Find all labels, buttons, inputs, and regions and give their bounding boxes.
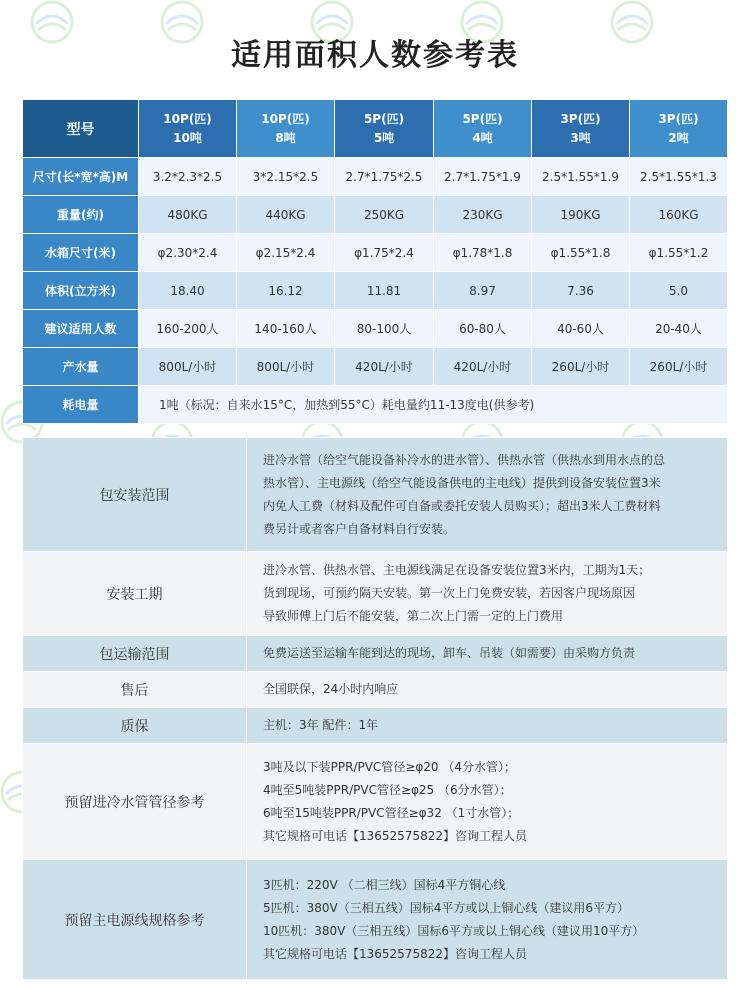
spec-cell: 440KG <box>237 196 335 234</box>
spec-cell: 480KG <box>139 196 237 234</box>
spec-cell: 7.36 <box>532 272 630 310</box>
page-title: 适用面积人数参考表 <box>231 38 519 73</box>
power-value: 1吨（标况：自来水15°C，加热到55°C）耗电量约11-13度电(供参考) <box>139 386 728 424</box>
info-line: 热水管）、主电源线（给空气能设备供电的主电线）提供到设备安装位置3米 <box>263 475 661 490</box>
spec-cell: φ1.78*1.8 <box>434 234 532 272</box>
info-row <box>23 860 728 980</box>
model-col-2: 10P(匹) 8吨 <box>237 100 335 158</box>
spec-cell: 250KG <box>335 196 434 234</box>
spec-header-row <box>23 100 728 158</box>
spec-row-label: 重量(约) <box>23 196 139 234</box>
info-content <box>247 438 728 552</box>
info-label: 预留主电源线规格参考 <box>23 860 247 980</box>
spec-row <box>23 196 728 234</box>
info-line: 进冷水管（给空气能设备补冷水的进水管）、供热水管（供热水到用水点的总 <box>263 452 666 467</box>
info-line: 免费运送至运输车能到达的现场，卸车、吊装（如需要）由采购方负责 <box>263 646 636 660</box>
spec-cell: 260L/小时 <box>532 348 630 386</box>
spec-row <box>23 272 728 310</box>
spec-cell: 2.7*1.75*2.5 <box>335 158 434 196</box>
info-line: 货到现场，可预约隔天安装。第一次上门免费安装，若因客户现场原因 <box>263 586 636 600</box>
spec-cell: 2.5*1.55*1.9 <box>532 158 630 196</box>
info-label: 质保 <box>23 708 247 744</box>
spec-cell: 140-160人 <box>237 310 335 348</box>
spec-cell: 18.40 <box>139 272 237 310</box>
spec-cell: 800L/小时 <box>237 348 335 386</box>
spec-cell: φ2.30*2.4 <box>139 234 237 272</box>
spec-row <box>23 234 728 272</box>
model-col-3: 5P(匹) 5吨 <box>335 100 434 158</box>
info-line: 5匹机：380V（三相五线）国标4平方或以上铜心线（建议用6平方） <box>263 900 630 915</box>
info-row <box>23 672 728 708</box>
spec-table <box>22 99 728 424</box>
model-header: 型号 <box>23 100 139 158</box>
model-col-6: 3P(匹) 2吨 <box>630 100 728 158</box>
info-line: 4吨至5吨装PPR/PVC管径≥φ25 （6分水管）； <box>263 782 512 797</box>
spec-cell: 16.12 <box>237 272 335 310</box>
info-line: 3吨及以下装PPR/PVC管径≥φ20 （4分水管）； <box>263 759 517 774</box>
spec-cell: 420L/小时 <box>434 348 532 386</box>
spec-row-label: 尺寸(长*宽*高)M <box>23 158 139 196</box>
info-row <box>23 636 728 672</box>
spec-cell: φ1.55*1.2 <box>630 234 728 272</box>
info-row <box>23 744 728 860</box>
spec-cell: 190KG <box>532 196 630 234</box>
spec-cell: 60-80人 <box>434 310 532 348</box>
spec-cell: 2.7*1.75*1.9 <box>434 158 532 196</box>
info-line: 其它规格可电话【13652575822】咨询工程人员 <box>263 946 527 961</box>
info-line: 费另计或者客户自备材料自行安装。 <box>263 521 456 536</box>
spec-cell: 8.97 <box>434 272 532 310</box>
spec-row <box>23 348 728 386</box>
info-line: 全国联保，24小时内响应 <box>263 682 399 696</box>
info-line: 进冷水管、供热水管、主电源线满足在设备安装位置3米内，工期为1天； <box>263 563 651 577</box>
spec-cell: 20-40人 <box>630 310 728 348</box>
spec-row <box>23 158 728 196</box>
info-row <box>23 438 728 552</box>
spec-cell: 800L/小时 <box>139 348 237 386</box>
spec-cell: φ1.75*2.4 <box>335 234 434 272</box>
model-col-4: 5P(匹) 4吨 <box>434 100 532 158</box>
info-label: 预留进冷水管管径参考 <box>23 744 247 860</box>
info-row <box>23 708 728 744</box>
power-label: 耗电量 <box>23 386 139 424</box>
info-line: 10匹机：380V（三相五线）国标6平方或以上铜心线（建议用10平方） <box>263 923 645 938</box>
info-line: 内免人工费（材料及配件可自备或委托安装人员购买）；超出3米人工费材料 <box>263 498 661 513</box>
info-content <box>247 552 728 636</box>
info-content <box>247 860 728 980</box>
info-label: 包运输范围 <box>23 636 247 672</box>
spec-row <box>23 310 728 348</box>
info-content <box>247 672 728 708</box>
info-row <box>23 552 728 636</box>
info-line: 6吨至15吨装PPR/PVC管径≥φ32 （1寸水管）； <box>263 805 520 820</box>
spec-cell: 3.2*2.3*2.5 <box>139 158 237 196</box>
spec-row-label: 产水量 <box>23 348 139 386</box>
spec-row-label: 水箱尺寸(米) <box>23 234 139 272</box>
info-label: 包安装范围 <box>23 438 247 552</box>
spec-cell: 160-200人 <box>139 310 237 348</box>
spec-cell: 420L/小时 <box>335 348 434 386</box>
spec-cell: φ1.55*1.8 <box>532 234 630 272</box>
info-content <box>247 744 728 860</box>
info-label: 售后 <box>23 672 247 708</box>
spec-cell: 80-100人 <box>335 310 434 348</box>
model-col-5: 3P(匹) 3吨 <box>532 100 630 158</box>
spec-cell: 160KG <box>630 196 728 234</box>
spec-row-label: 体积(立方米) <box>23 272 139 310</box>
info-content <box>247 708 728 744</box>
model-col-1: 10P(匹) 10吨 <box>139 100 237 158</box>
info-content <box>247 636 728 672</box>
info-line: 主机：3年 配件：1年 <box>263 718 379 732</box>
info-line: 3匹机：220V （二相三线）国标4平方铜心线 <box>263 877 506 892</box>
info-table <box>22 437 728 980</box>
info-label: 安装工期 <box>23 552 247 636</box>
spec-cell: φ2.15*2.4 <box>237 234 335 272</box>
spec-cell: 260L/小时 <box>630 348 728 386</box>
info-line: 导致师傅上门后不能安装，第二次上门需一定的上门费用 <box>263 609 564 623</box>
info-line: 其它规格可电话【13652575822】咨询工程人员 <box>263 828 527 843</box>
spec-cell: 40-60人 <box>532 310 630 348</box>
spec-row-label: 建议适用人数 <box>23 310 139 348</box>
spec-cell: 2.5*1.55*1.3 <box>630 158 728 196</box>
spec-cell: 5.0 <box>630 272 728 310</box>
spec-cell: 3*2.15*2.5 <box>237 158 335 196</box>
spec-cell: 230KG <box>434 196 532 234</box>
power-row <box>23 386 728 424</box>
spec-cell: 11.81 <box>335 272 434 310</box>
